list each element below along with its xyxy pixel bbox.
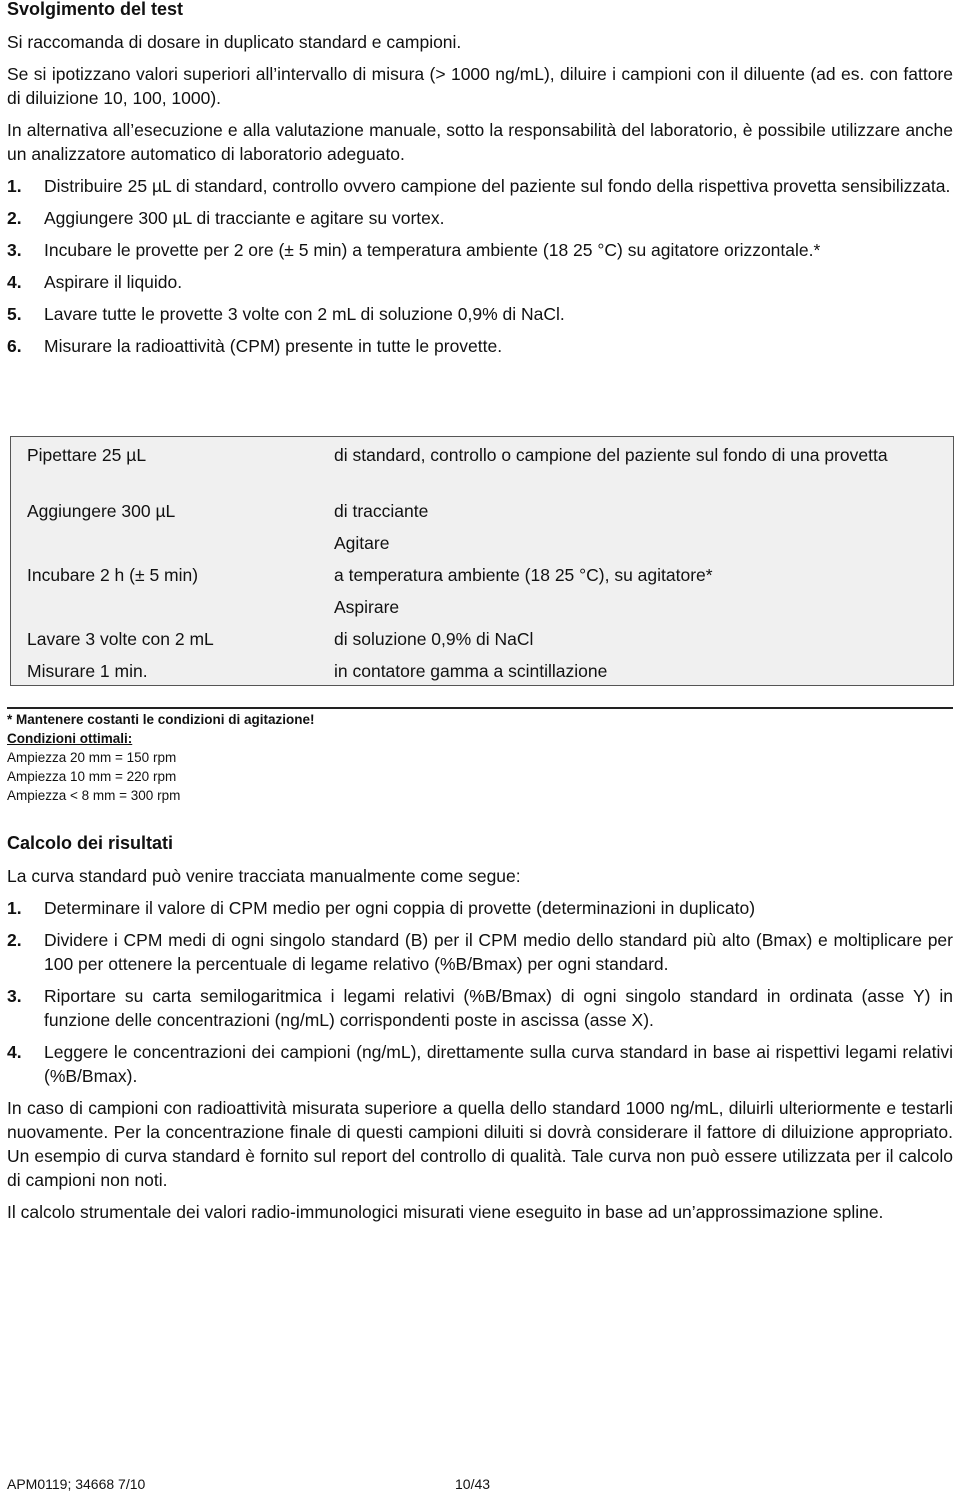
step-number: 5. <box>7 304 22 324</box>
calculation-steps-list <box>7 896 953 1088</box>
section-test-procedure <box>7 0 953 358</box>
paragraph-automation: In alternativa all’esecuzione e alla valutazione manuale, sotto la responsabilità del laboratorio, è possibile utilizzare anche un analizzatore automatico di laboratorio adeguato. <box>7 120 953 164</box>
list-item <box>7 984 953 1032</box>
agitation-warning: * Mantenere costanti le condizioni di agitazione! <box>7 712 315 727</box>
footer-page-number: 10/43 <box>455 1476 491 1492</box>
procedure-detail: Aspirare <box>334 597 400 617</box>
step-text: Incubare le provette per 2 ore (± 5 min) a temperatura ambiente (18 25 °C) su agitatore orizzontale.* <box>44 240 821 260</box>
list-item <box>7 270 953 294</box>
list-item <box>7 238 953 262</box>
step-text: Determinare il valore di CPM medio per ogni coppia di provette (determinazioni in duplicato) <box>44 898 756 918</box>
section-results-calculation <box>7 832 953 1224</box>
list-item: Ampiezza 10 mm = 220 rpm <box>7 769 177 784</box>
paragraph-duplicate: Si raccomanda di dosare in duplicato standard e campioni. <box>7 32 462 52</box>
step-text: Misurare la radioattività (CPM) presente in tutte le provette. <box>44 336 503 356</box>
step-number: 4. <box>7 1042 22 1062</box>
section-heading-test: Svolgimento del test <box>7 0 184 19</box>
step-number: 1. <box>7 176 22 196</box>
footer-document-id: APM0119; 34668 7/10 <box>7 1476 146 1492</box>
procedure-action: Misurare 1 min. <box>27 661 148 681</box>
paragraph-high-samples: In caso di campioni con radioattività misurata superiore a quella dello standard 1000 ng/mL, diluirli ulteriormente e testarli nuovamente. Per la concentrazione finale di questi campioni diluiti si dovrà considerare il fattore di diluizione appropriato. Un esempio di curva standard è fornito sul report del controllo di qualità. Tale curva non può essere utilizzata per il calcolo di campioni non noti. <box>7 1098 953 1190</box>
procedure-detail: di tracciante <box>334 501 429 521</box>
step-number: 2. <box>7 930 22 950</box>
step-text: Riportare su carta semilogaritmica i legami relativi (%B/Bmax) di ogni singolo standard in ordinata (asse Y) in funzione delle concentrazioni (ng/mL) corrispondenti poste in ascissa (asse X). <box>44 986 953 1030</box>
procedure-action: Incubare 2 h (± 5 min) <box>27 565 199 585</box>
procedure-action: Aggiungere 300 µL <box>27 501 176 521</box>
step-text: Distribuire 25 µL di standard, controllo ovvero campione del paziente sul fondo della rispettiva provetta sensibilizzata. <box>44 176 951 196</box>
step-number: 2. <box>7 208 22 228</box>
list-item <box>7 1040 953 1088</box>
paragraph-dilution: Se si ipotizzano valori superiori all’intervallo di misura (> 1000 ng/mL), diluire i campioni con il diluente (ad es. con fattore di diluizione 10, 100, 1000). <box>7 64 953 108</box>
procedure-detail: a temperatura ambiente (18 25 °C), su agitatore* <box>334 565 713 585</box>
step-number: 3. <box>7 240 22 260</box>
procedure-detail: in contatore gamma a scintillazione <box>334 661 608 681</box>
procedure-detail: Agitare <box>334 533 390 553</box>
step-text: Aspirare il liquido. <box>44 272 183 292</box>
optimal-conditions-label: Condizioni ottimali: <box>7 731 133 746</box>
list-item <box>7 928 953 976</box>
procedure-detail: di soluzione 0,9% di NaCl <box>334 629 534 649</box>
step-number: 4. <box>7 272 22 292</box>
step-text: Lavare tutte le provette 3 volte con 2 mL di soluzione 0,9% di NaCl. <box>44 304 565 324</box>
paragraph-curve-intro: La curva standard può venire tracciata manualmente come segue: <box>7 866 521 886</box>
step-text: Aggiungere 300 µL di tracciante e agitare su vortex. <box>44 208 445 228</box>
step-number: 3. <box>7 986 22 1006</box>
paragraph-spline: Il calcolo strumentale dei valori radio-immunologici misurati viene eseguito in base ad un’approssimazione spline. <box>7 1202 884 1222</box>
step-text: Leggere le concentrazioni dei campioni (ng/mL), direttamente sulla curva standard in base ai rispettivi legami relativi (%B/Bmax). <box>44 1042 953 1086</box>
procedure-action: Lavare 3 volte con 2 mL <box>27 629 214 649</box>
step-number: 6. <box>7 336 22 356</box>
list-item <box>7 896 953 920</box>
step-number: 1. <box>7 898 22 918</box>
list-item <box>7 206 953 230</box>
list-item <box>7 174 953 198</box>
test-steps-list <box>7 174 953 358</box>
divider <box>7 707 953 709</box>
step-text: Dividere i CPM medi di ogni singolo standard (B) per il CPM medio dello standard più alto (Bmax) e moltiplicare per 100 per ottenere la percentuale di legame relativo (%B/Bmax) per ogni standard. <box>44 930 953 974</box>
list-item: Ampiezza 20 mm = 150 rpm <box>7 750 177 765</box>
list-item <box>7 334 953 358</box>
agitation-notes <box>7 710 315 805</box>
procedure-detail: di standard, controllo o campione del paziente sul fondo di una provetta <box>334 445 888 465</box>
list-item: Ampiezza < 8 mm = 300 rpm <box>7 788 181 803</box>
procedure-action: Pipettare 25 µL <box>27 445 147 465</box>
list-item <box>7 302 953 326</box>
procedure-summary-table <box>10 436 954 686</box>
section-heading-results: Calcolo dei risultati <box>7 833 174 853</box>
